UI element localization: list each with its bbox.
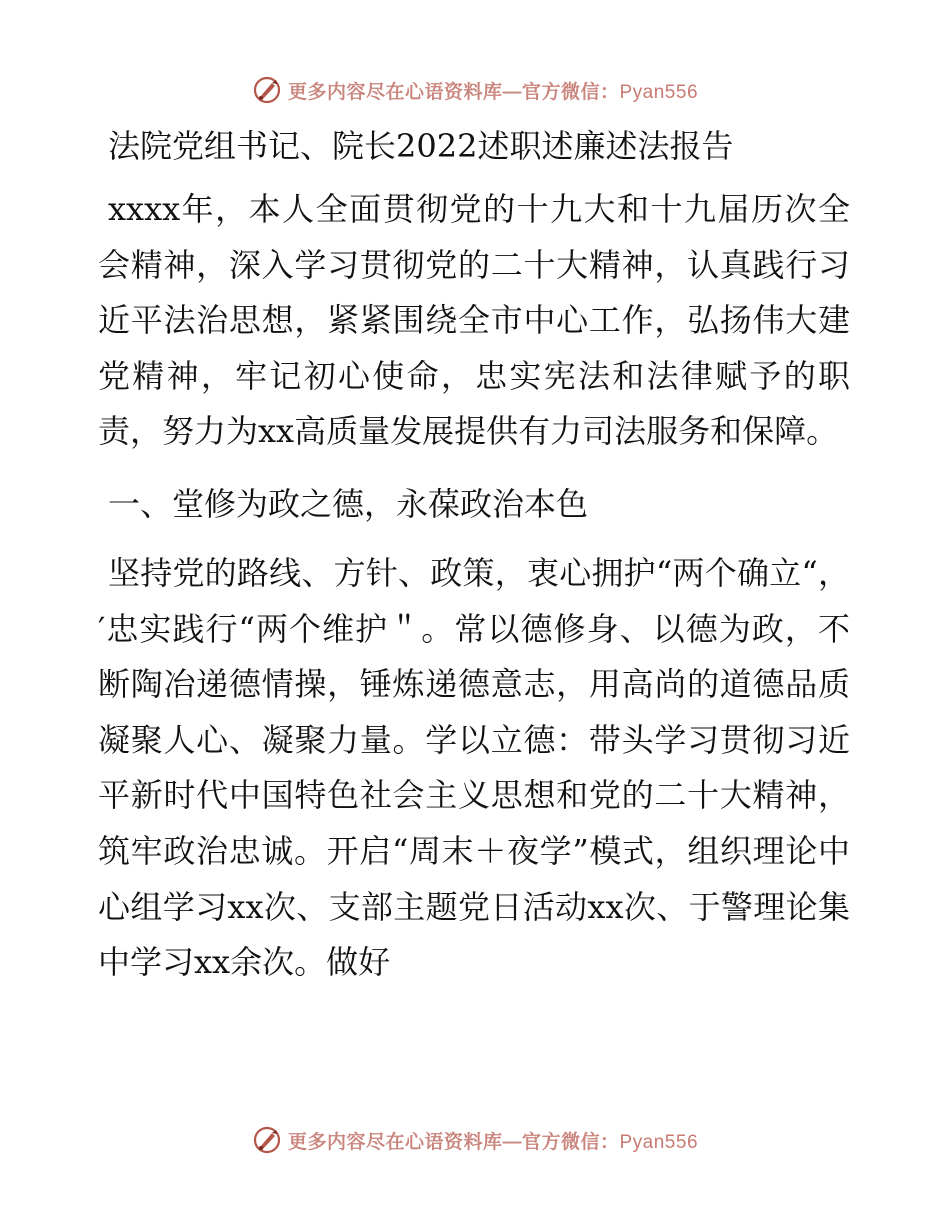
document-body xyxy=(98,120,850,1007)
watermark-id: Pyan556 xyxy=(619,1131,699,1153)
section-1-paragraph: 坚持党的路线、方针、政策，衷心拥护“两个确立“，′忠实践行“两个维护＂。常以德修身、以德为政，不断陶冶递德情操，锤炼递德意志，用高尚的道德品质凝聚人心、凝聚力量。学以立德：带头学习贯彻习近平新时代中国特色社会主义思想和党的二十大精神，筑牢政治忠诚。开启“周末＋夜学”模式，组织理论中心组学习xx次、支部主题党日活动xx次、于警理论集中学习xx余次。做好 xyxy=(98,553,850,982)
quill-seal-icon xyxy=(252,75,282,105)
section-1-heading: 一、堂修为政之德，永葆政治本色 xyxy=(108,484,589,523)
watermark-header xyxy=(0,70,950,110)
intro-paragraph: xxxx年，本人全面贯彻党的十九大和十九届历次全会精神，深入学习贯彻党的二十大精神，认真践行习近平法治思想，紧紧围绕全市中心工作，弘扬伟大建党精神，牢记初心使命，忠实宪法和法律赋予的职责，努力为xx高质量发展提供有力司法服务和保障。 xyxy=(98,190,850,451)
watermark-footer xyxy=(0,1120,950,1160)
watermark-text: 更多内容尽在心语资料库—官方微信：Pyan556 xyxy=(287,1131,699,1153)
watermark-text: 更多内容尽在心语资料库—官方微信：Pyan556 xyxy=(287,81,699,103)
watermark-id: Pyan556 xyxy=(619,81,699,103)
quill-seal-icon xyxy=(252,1125,282,1155)
document-title: 法院党组书记、院长2022述职述廉述法报告 xyxy=(108,127,734,165)
